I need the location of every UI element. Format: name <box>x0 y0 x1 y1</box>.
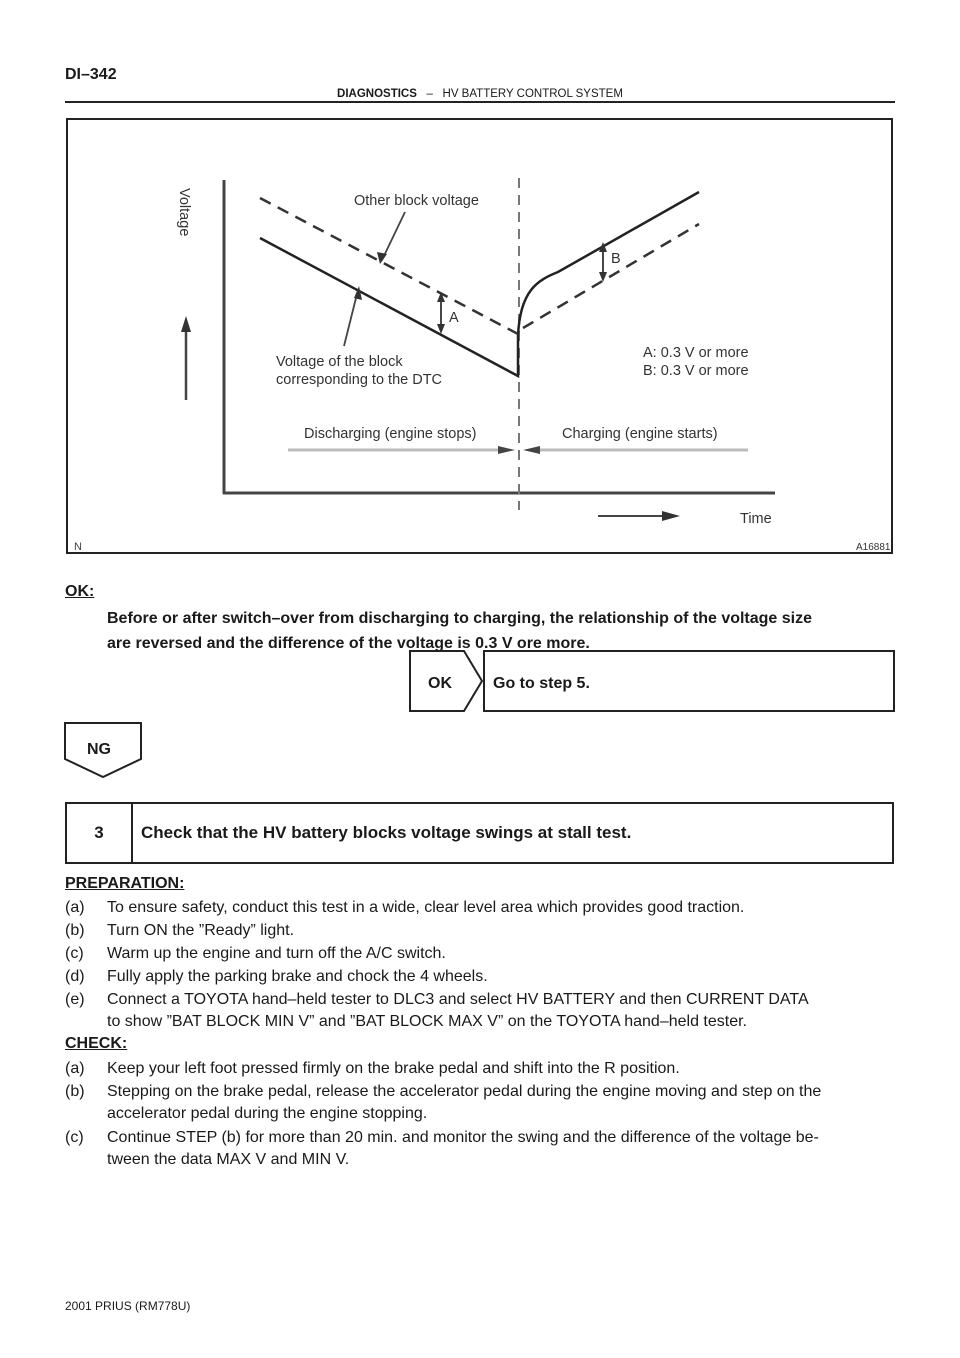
list-text: Keep your left foot pressed firmly on the brake pedal and shift into the R position. <box>107 1060 680 1077</box>
phase-discharging: Discharging (engine stops) <box>304 426 477 442</box>
preparation-item <box>65 989 900 1033</box>
ok-description-line1: Before or after switch–over from discharging to charging, the relationship of the voltage size <box>107 610 813 627</box>
callout-other-block-leader <box>382 212 405 260</box>
spec-a: A: 0.3 V or more <box>643 345 749 361</box>
list-marker: (b) <box>65 922 85 939</box>
ng-flow-label: NG <box>87 741 111 758</box>
callout-dtc-block-line1: Voltage of the block <box>276 354 403 370</box>
corner-mark: N <box>74 541 82 553</box>
preparation-item <box>65 897 900 919</box>
step-number: 3 <box>67 804 133 862</box>
time-arrow-head <box>662 511 680 521</box>
figure-id: A16881 <box>856 542 891 553</box>
step-title: Check that the HV battery blocks voltage swings at stall test. <box>141 823 632 842</box>
y-axis-label: Voltage <box>176 188 192 237</box>
list-text: Continue STEP (b) for more than 20 min. and monitor the swing and the difference of the voltage be- <box>107 1129 819 1146</box>
dtc-block-voltage-curve <box>260 192 699 376</box>
ng-flow-arrow <box>63 721 145 781</box>
list-marker: (a) <box>65 1060 85 1077</box>
ok-flow-action: Go to step 5. <box>493 675 590 692</box>
phase-arrow-right <box>498 446 515 454</box>
list-marker: (a) <box>65 899 85 916</box>
ok-description-line2: are reversed and the difference of the voltage is 0.3 V ore more. <box>107 635 590 652</box>
header-section: DIAGNOSTICS <box>337 88 417 100</box>
other-block-voltage-discharge <box>260 198 518 334</box>
list-marker: (e) <box>65 991 85 1008</box>
header-rule <box>65 101 895 103</box>
marker-b: B <box>611 251 621 267</box>
check-item <box>65 1127 900 1171</box>
phase-charging: Charging (engine starts) <box>562 426 718 442</box>
list-text: Fully apply the parking brake and chock the 4 wheels. <box>107 968 488 985</box>
list-text: Stepping on the brake pedal, release the accelerator pedal during the engine moving and step on the <box>107 1083 822 1100</box>
up-arrow-head <box>181 316 191 332</box>
check-item <box>65 1081 900 1125</box>
marker-a: A <box>449 310 459 326</box>
callout-dtc-block-line2: corresponding to the DTC <box>276 372 443 388</box>
check-item <box>65 1058 900 1080</box>
list-text-cont: tween the data MAX V and MIN V. <box>107 1151 350 1168</box>
ok-flow-box <box>408 649 898 715</box>
step-header <box>65 802 894 864</box>
phase-arrow-left <box>523 446 540 454</box>
list-text: Warm up the engine and turn off the A/C switch. <box>107 945 446 962</box>
list-marker: (d) <box>65 968 85 985</box>
ok-label: OK: <box>65 583 95 600</box>
x-axis-label: Time <box>740 511 772 527</box>
preparation-item <box>65 943 900 965</box>
page-footer: 2001 PRIUS (RM778U) <box>65 1299 191 1313</box>
list-marker: (b) <box>65 1083 85 1100</box>
preparation-item <box>65 966 900 988</box>
list-text: To ensure safety, conduct this test in a wide, clear level area which provides good traction. <box>107 899 745 916</box>
header-separator: – <box>426 88 433 100</box>
list-text-cont: to show ”BAT BLOCK MIN V” and ”BAT BLOCK MAX V” on the TOYOTA hand–held tester. <box>107 1013 747 1030</box>
list-marker: (c) <box>65 1129 84 1146</box>
page-number: DI–342 <box>65 66 117 83</box>
ok-flow-label: OK <box>428 675 452 692</box>
voltage-diagram <box>66 118 893 554</box>
list-text-cont: accelerator pedal during the engine stopping. <box>107 1105 428 1122</box>
list-text: Turn ON the ”Ready” light. <box>107 922 295 939</box>
preparation-label: PREPARATION: <box>65 875 185 892</box>
check-label: CHECK: <box>65 1035 128 1052</box>
voltage-diagram-svg <box>68 120 895 556</box>
preparation-item <box>65 920 900 942</box>
list-marker: (c) <box>65 945 84 962</box>
header-subsection: HV BATTERY CONTROL SYSTEM <box>442 88 623 100</box>
running-header <box>0 88 960 100</box>
list-text: Connect a TOYOTA hand–held tester to DLC3 and select HV BATTERY and then CURRENT DATA <box>107 991 809 1008</box>
spec-b: B: 0.3 V or more <box>643 363 749 379</box>
callout-other-block: Other block voltage <box>354 193 479 209</box>
